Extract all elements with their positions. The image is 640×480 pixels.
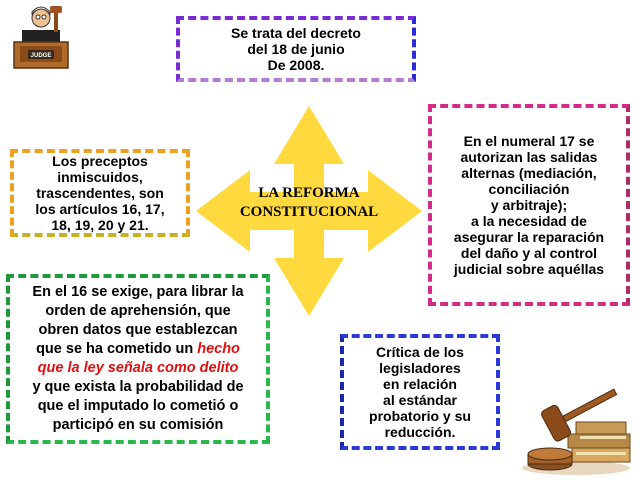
decree-line: Se trata del decreto (231, 25, 361, 41)
crime-highlight: hecho (197, 341, 240, 357)
article-16-line: participó en su comisión (52, 417, 224, 433)
article-16-line (36, 340, 240, 359)
article-17-line: conciliación (488, 181, 570, 197)
article-16-line: y que exista la probabilidad de (32, 379, 244, 395)
article-16-line: que el imputado lo cometió o (37, 398, 239, 414)
article-17-line: En el numeral 17 se (463, 133, 595, 149)
crime-highlight: que la ley señala como delito (37, 360, 239, 376)
articles-line: Los preceptos (52, 153, 148, 169)
decree-line: De 2008. (267, 57, 325, 73)
articles-line: inmiscuidos, (57, 169, 143, 185)
article-16-line: En el 16 se exige, para librar la (32, 284, 244, 300)
article-17-line: del daño y al control (460, 245, 598, 261)
article-16-box (6, 274, 270, 444)
article-17-line: asegurar la reparación (453, 229, 605, 245)
criticism-line: Crítica de los (376, 344, 464, 360)
articles-line: trascendentes, son (36, 185, 164, 201)
criticism-line: reducción. (384, 424, 456, 440)
article-17-line: judicial sobre aquéllas (453, 261, 605, 277)
article-17-line: alternas (mediación, (461, 165, 597, 181)
article-17-box (428, 104, 630, 306)
decree-box (176, 16, 416, 82)
criticism-line: probatorio y su (369, 408, 471, 424)
decree-line: del 18 de junio (247, 41, 345, 57)
articles-line: 18, 19, 20 y 21. (51, 217, 149, 233)
criticism-line: legisladores (379, 360, 461, 376)
article-17-line: autorizan las salidas (460, 149, 598, 165)
criticism-line: al estándar (383, 392, 457, 408)
article-17-line: y arbitraje); (490, 197, 568, 213)
article-17-line: a la necesidad de (471, 213, 587, 229)
articles-box (10, 149, 190, 237)
article-16-line: orden de aprehensión, que (45, 303, 231, 319)
article-16-line: obren datos que establezcan (38, 322, 238, 338)
judge-label: JUDGE (30, 53, 52, 59)
articles-line: los artículos 16, 17, (35, 201, 165, 217)
center-title-line1: LA REFORMA (258, 185, 360, 201)
gavel-books-icon (520, 380, 632, 476)
judge-clipart (10, 4, 72, 70)
article-16-text: que se ha cometido un (36, 341, 198, 357)
center-title (214, 184, 404, 222)
criticism-box (340, 334, 500, 450)
center-title-line2: CONSTITUCIONAL (239, 204, 379, 220)
criticism-line: en relación (383, 376, 457, 392)
